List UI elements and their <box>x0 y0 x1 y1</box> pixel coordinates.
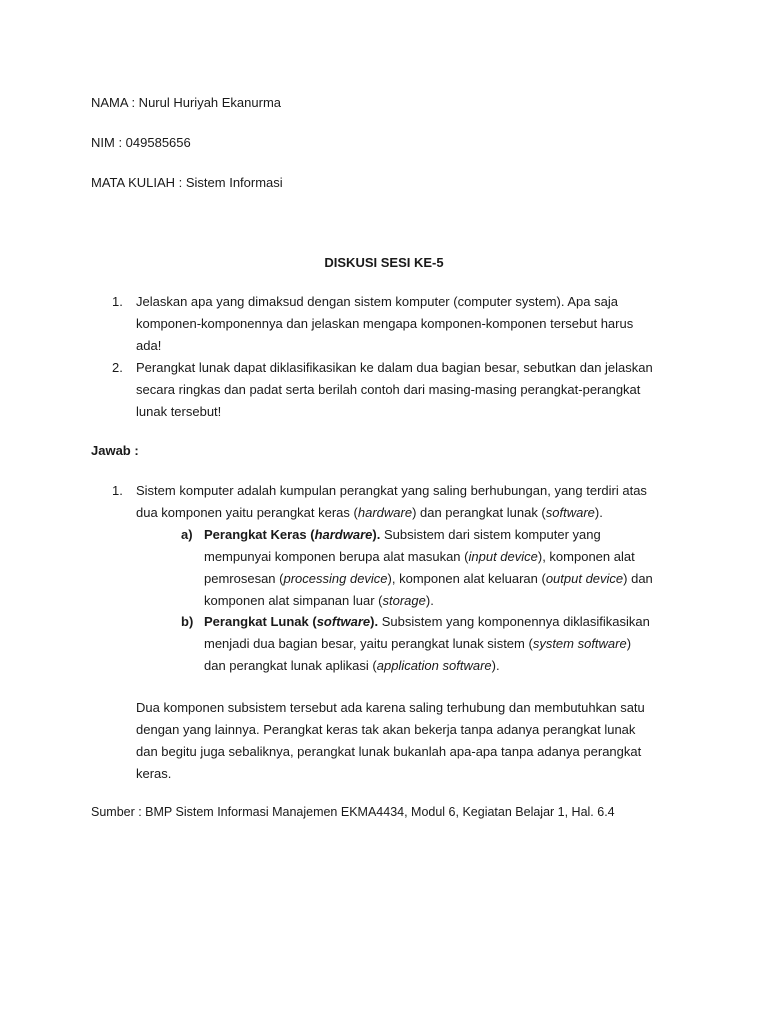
paragraph-line: keras. <box>136 766 172 781</box>
source-citation: Sumber : BMP Sistem Informasi Manajemen EKMA4434, Modul 6, Kegiatan Belajar 1, Hal. 6.4 <box>91 805 615 819</box>
question-number: 1. <box>112 294 123 309</box>
name-line: NAMA : Nurul Huriyah Ekanurma <box>91 95 282 110</box>
sub-item-hardware: Perangkat Keras (hardware). Subsistem dari sistem komputer yang <box>204 527 601 542</box>
sub-item-text-line: mempunyai komponen berupa alat masukan (input device), komponen alat <box>204 549 635 564</box>
question-text-line: ada! <box>136 338 162 353</box>
sub-item-text-line: menjadi dua bagian besar, yaitu perangkat lunak sistem (system software) <box>204 636 632 651</box>
question-text-line: komponen-komponennya dan jelaskan mengapa komponen-komponen tersebut harus <box>136 316 634 331</box>
sub-item-text-line: pemrosesan (processing device), komponen alat keluaran (output device) dan <box>204 571 653 586</box>
nim-line: NIM : 049585656 <box>91 135 191 150</box>
sub-item-marker: a) <box>181 527 193 542</box>
answer-number: 1. <box>112 483 123 498</box>
question-text-line: Perangkat lunak dapat diklasifikasikan ke dalam dua bagian besar, sebutkan dan jelaskan <box>136 360 653 375</box>
question-text-line: Jelaskan apa yang dimaksud dengan sistem komputer (computer system). Apa saja <box>136 294 618 309</box>
question-text-line: secara ringkas dan padat serta berilah contoh dari masing-masing perangkat-perangkat <box>136 382 641 397</box>
sub-item-software: Perangkat Lunak (software). Subsistem yang komponennya diklasifikasikan <box>204 614 650 629</box>
paragraph-line: dan begitu juga sebaliknya, perangkat lunak bukanlah apa-apa tanpa adanya perangkat <box>136 744 642 759</box>
paragraph-line: Dua komponen subsistem tersebut ada karena saling terhubung dan membutuhkan satu <box>136 700 645 715</box>
question-text-line: lunak tersebut! <box>136 404 222 419</box>
answer-text-line: Sistem komputer adalah kumpulan perangkat yang saling berhubungan, yang terdiri atas <box>136 483 647 498</box>
paragraph-line: dengan yang lainnya. Perangkat keras tak akan bekerja tanpa adanya perangkat lunak <box>136 722 636 737</box>
document-title: DISKUSI SESI KE-5 <box>324 255 444 270</box>
answer-heading: Jawab : <box>91 443 139 458</box>
sub-item-text-line: komponen alat simpanan luar (storage). <box>204 593 434 608</box>
course-line: MATA KULIAH : Sistem Informasi <box>91 175 283 190</box>
question-number: 2. <box>112 360 123 375</box>
answer-text-line: dua komponen yaitu perangkat keras (hardware) dan perangkat lunak (software). <box>136 505 603 520</box>
sub-item-text-line: dan perangkat lunak aplikasi (application software). <box>204 658 500 673</box>
sub-item-marker: b) <box>181 614 194 629</box>
